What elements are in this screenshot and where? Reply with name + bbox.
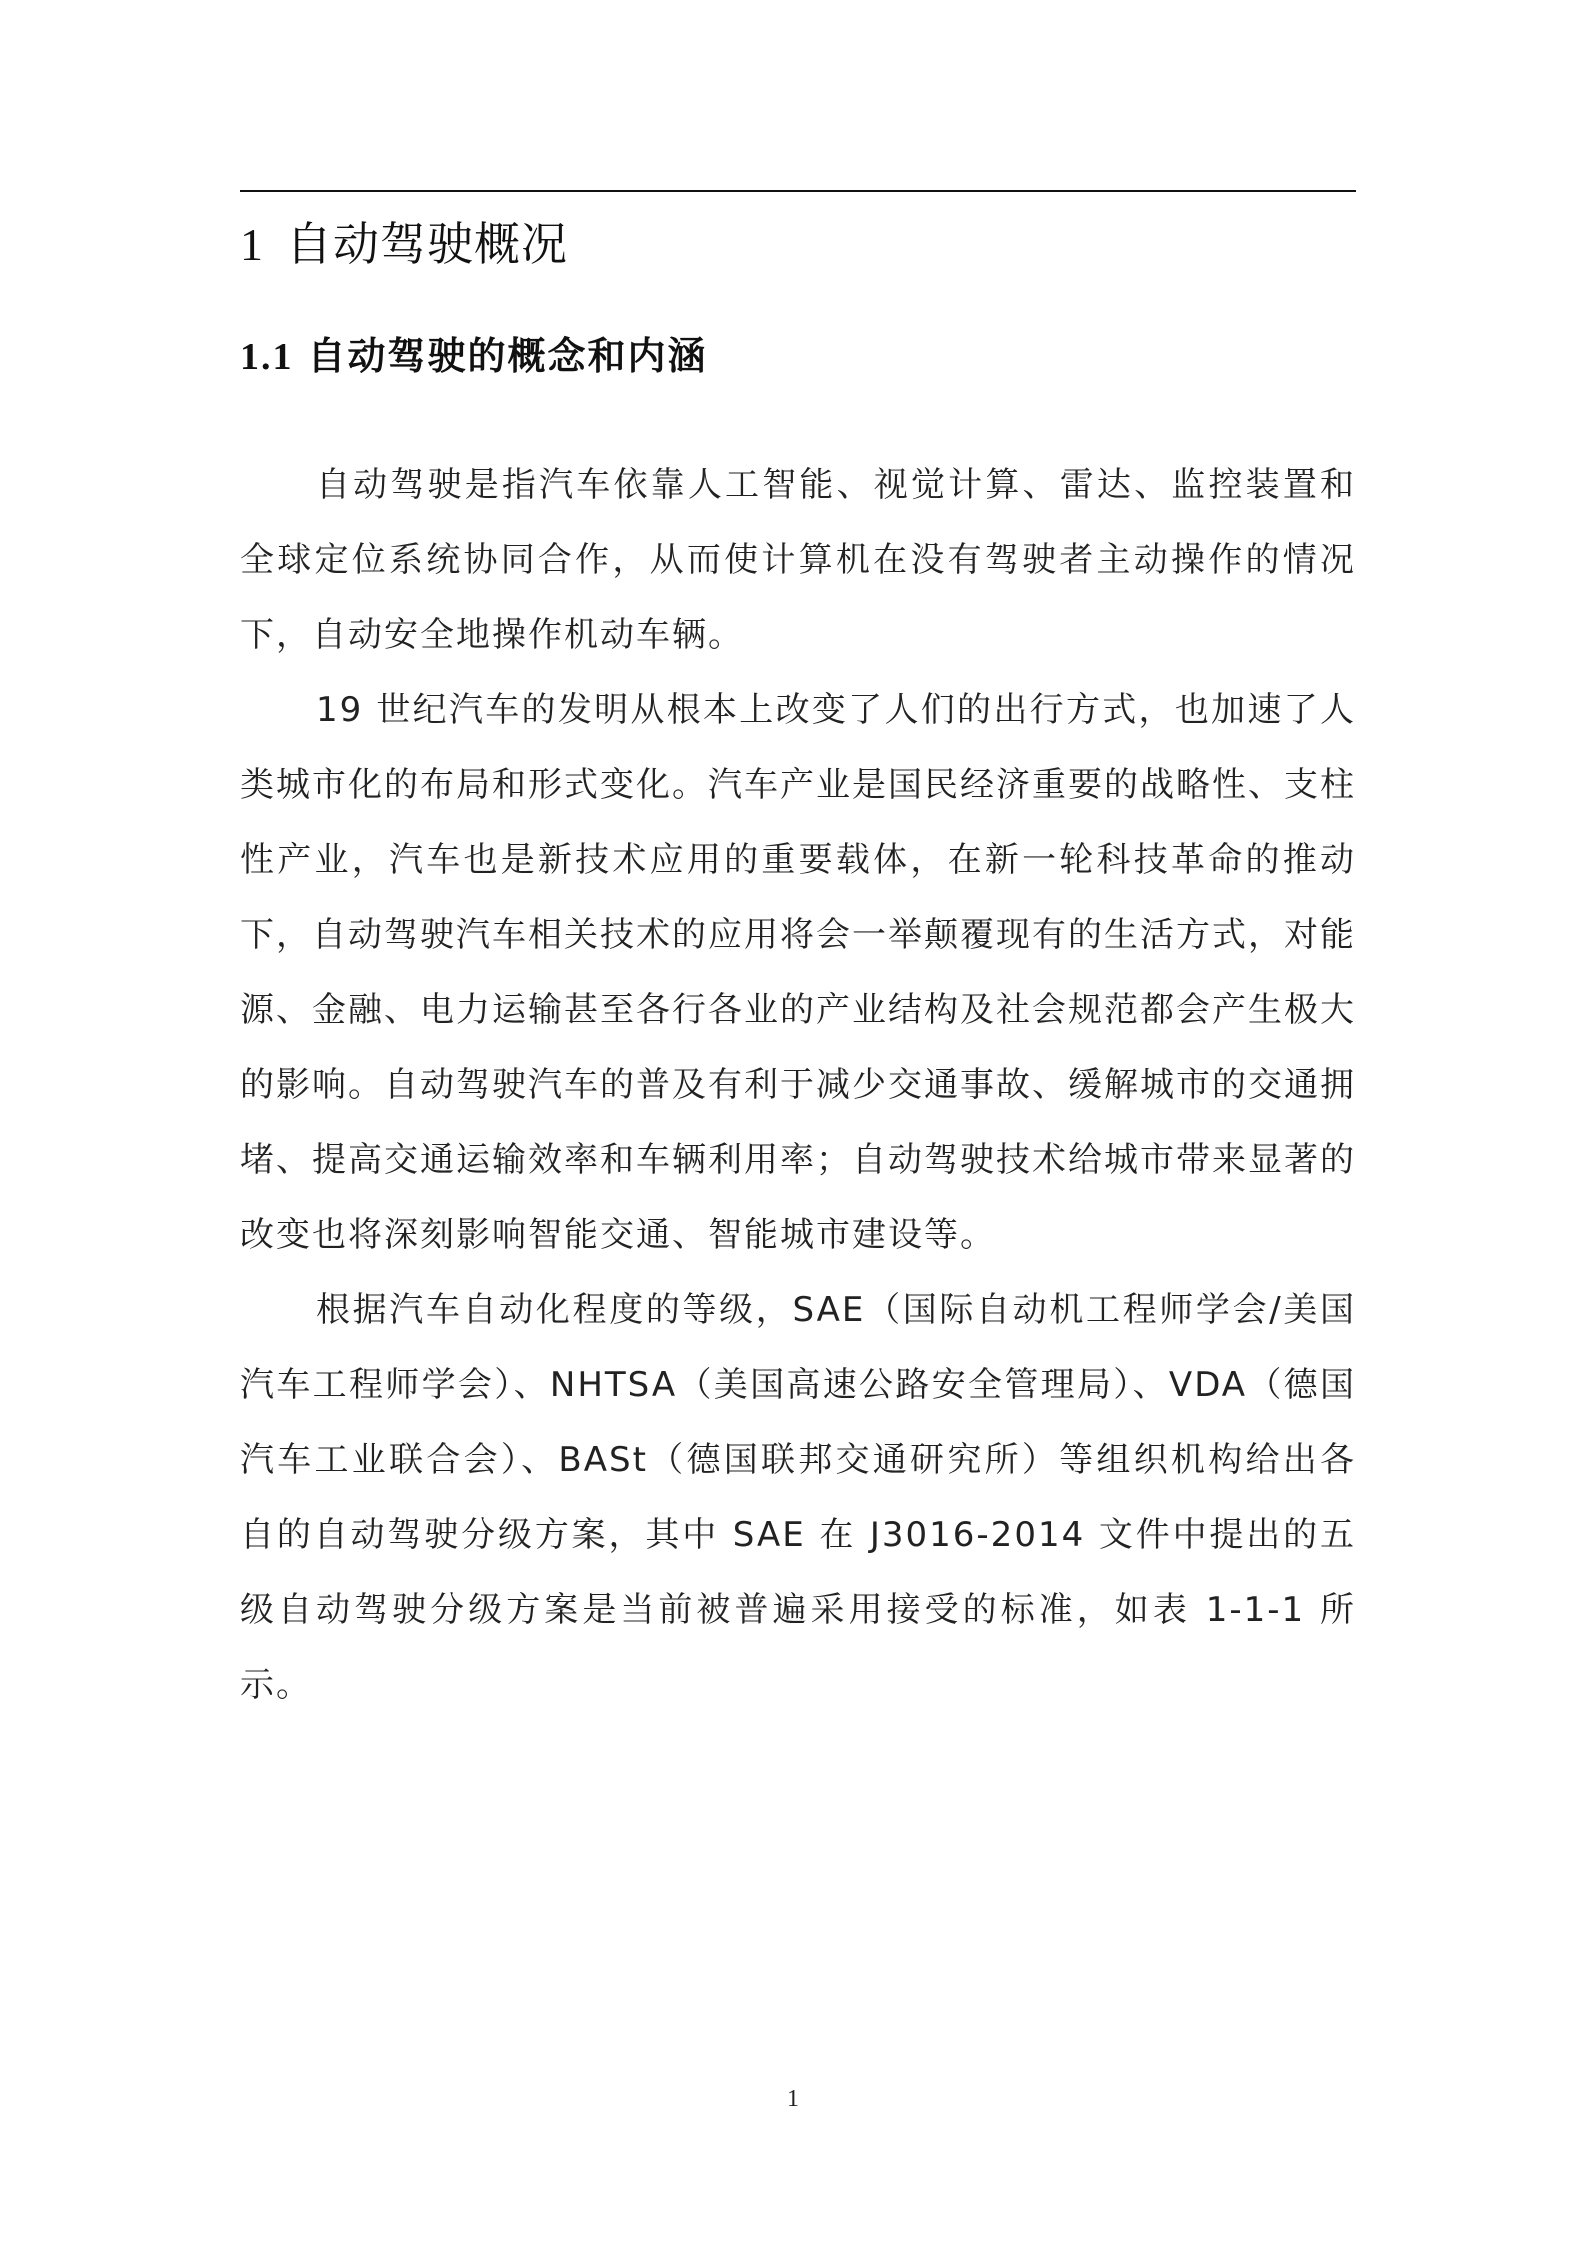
section-title: 自动驾驶的概念和内涵: [307, 334, 708, 378]
section-heading: [240, 328, 708, 385]
chapter-heading: [240, 212, 568, 277]
page-number: 1: [787, 2086, 799, 2112]
section-number: 1.1: [240, 336, 294, 378]
body-text: [240, 448, 1356, 1723]
paragraph-definition: 自动驾驶是指汽车依靠人工智能、视觉计算、雷达、监控装置和全球定位系统协同合作，从而使计算机在没有驾驶者主动操作的情况下，自动安全地操作机动车辆。: [240, 465, 1356, 655]
chapter-number: 1: [240, 219, 264, 270]
paragraph-levels: 根据汽车自动化程度的等级，SAE（国际自动机工程师学会/美国汽车工程师学会）、NHTSA（美国高速公路安全管理局）、VDA（德国汽车工业联合会）、BASt（德国联邦交通研究所）等组织机构给出各自的自动驾驶分级方案，其中 SAE 在 J3016-2014 文件中提出的五级自动驾驶分级方案是当前被普遍采用接受的标准，如表 1-1-1 所示。: [240, 1290, 1356, 1705]
paragraph-history: 19 世纪汽车的发明从根本上改变了人们的出行方式，也加速了人类城市化的布局和形式变化。汽车产业是国民经济重要的战略性、支柱性产业，汽车也是新技术应用的重要载体，在新一轮科技革命的推动下，自动驾驶汽车相关技术的应用将会一举颠覆现有的生活方式，对能源、金融、电力运输甚至各行各业的产业结构及社会规范都会产生极大的影响。自动驾驶汽车的普及有利于减少交通事故、缓解城市的交通拥堵、提高交通运输效率和车辆利用率；自动驾驶技术给城市带来显著的改变也将深刻影响智能交通、智能城市建设等。: [240, 690, 1356, 1255]
header-rule: [240, 190, 1356, 192]
chapter-title: 自动驾驶概况: [286, 217, 568, 271]
